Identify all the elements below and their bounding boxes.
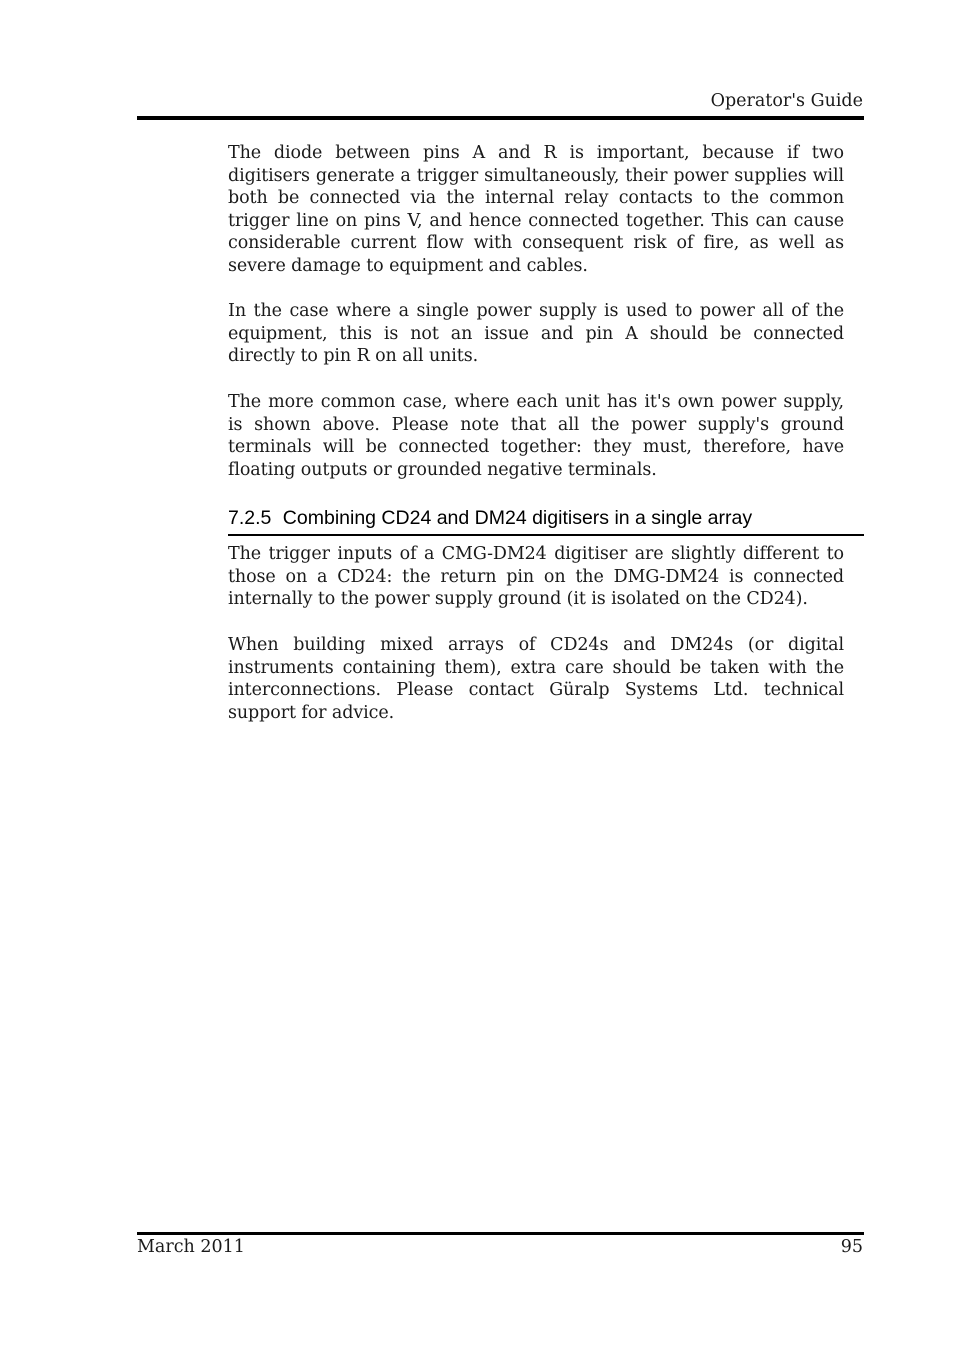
section-heading <box>228 505 864 536</box>
body-column-section <box>228 543 844 611</box>
section-number: 7.2.5 <box>228 507 272 529</box>
header-rule <box>137 116 864 120</box>
page-header-title: Operator's Guide <box>710 91 863 111</box>
body-column-top-2 <box>228 300 844 368</box>
body-column-top-3 <box>228 391 844 481</box>
paragraph-mixed-arrays: When building mixed arrays of CD24s and DM24s (or digital instruments containing them), extra care should be taken with the interconnections. Please contact Güralp Systems Ltd. technical support for advice. <box>228 635 844 723</box>
footer-rule <box>137 1232 864 1235</box>
paragraph-trigger-inputs: The trigger inputs of a CMG-DM24 digitiser are slightly different to those on a CD24: the return pin on the DMG-DM24 is connected internally to the power supply ground (it is isolated on the CD24). <box>228 544 844 610</box>
body-column-section-2 <box>228 634 844 724</box>
footer-page-number: 95 <box>840 1237 863 1257</box>
paragraph-single-supply: In the case where a single power supply is used to power all of the equipment, this is not an issue and pin A should be connected directly to pin R on all units. <box>228 301 844 367</box>
section-title: Combining CD24 and DM24 digitisers in a single array <box>282 507 753 529</box>
paragraph-common-case: The more common case, where each unit has it's own power supply, is shown above. Please note that all the power supply's ground terminals will be connected together: they must, therefore, have floating outputs or grounded negative terminals. <box>228 392 844 480</box>
body-column-top <box>228 142 844 278</box>
footer-date: March 2011 <box>137 1237 245 1257</box>
paragraph-diode: The diode between pins A and R is important, because if two digitisers generate a trigger simultaneously, their power supplies will both be connected via the internal relay contacts to the common trigger line on pins V, and hence connected together. This can cause considerable current flow with consequent risk of fire, as well as severe damage to equipment and cables. <box>228 143 844 276</box>
